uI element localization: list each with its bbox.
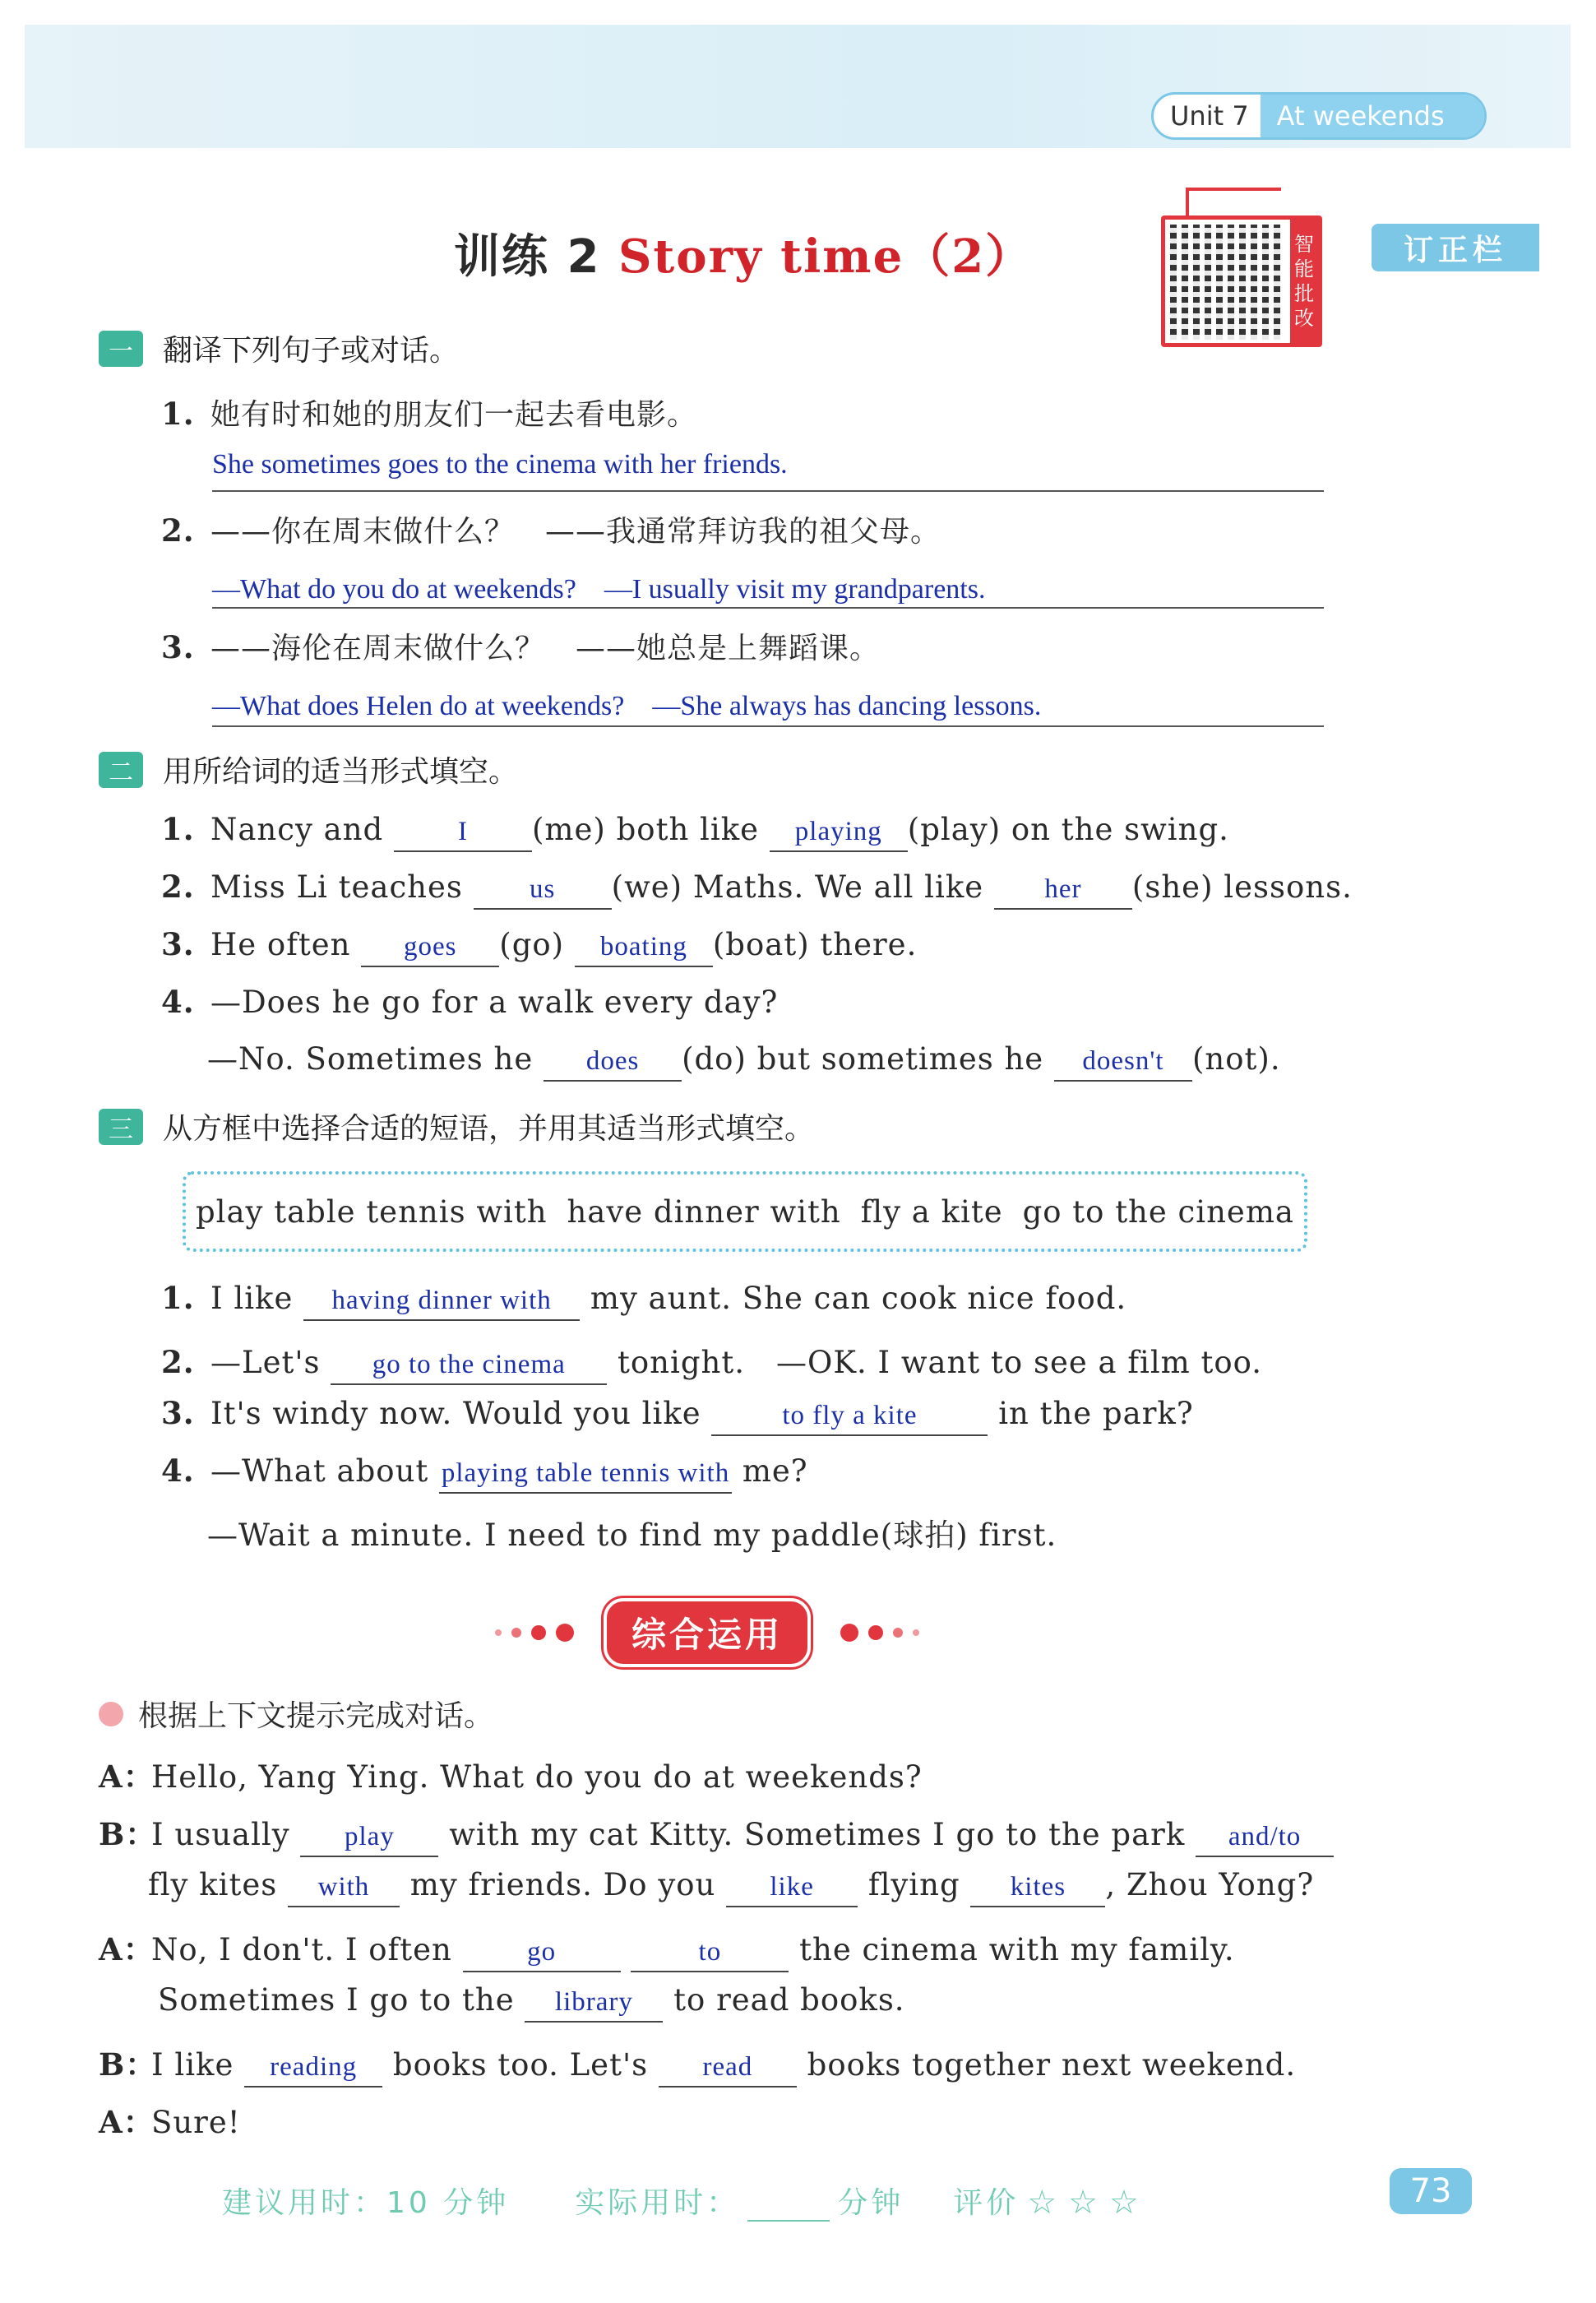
star-icon[interactable]: ☆ (1109, 2184, 1142, 2222)
section-banner (444, 1596, 970, 1670)
section2-heading: 二 用所给词的适当形式填空。 (99, 748, 518, 790)
decor-dots-left (490, 1624, 579, 1642)
phrase-box (183, 1171, 1307, 1252)
section3-heading: 三 从方框中选择合适的短语，并用其适当形式填空。 (99, 1105, 814, 1147)
s1-a2: —What do you do at weekends? —I usually visit my grandparents. (212, 574, 986, 605)
section1-heading: 一 翻译下列句子或对话。 (99, 327, 459, 369)
footer-timer: 建议用时：10 分钟 实际用时： 分钟 评价 ☆ ☆ ☆ (222, 2184, 1142, 2222)
unit-label: Unit 7 (1170, 100, 1249, 132)
phrase-option: play table tennis with (195, 1193, 548, 1230)
answer-blank[interactable]: does (544, 1049, 682, 1082)
answer-blank[interactable]: boating (575, 934, 713, 967)
dialog-line-3: fly kites with my friends. Do you like flying kites , Zhou Yong? (148, 1867, 1314, 1907)
s1-a3: —What does Helen do at weekends? —She always has dancing lessons. (212, 691, 1042, 721)
answer-blank[interactable]: her (994, 877, 1132, 910)
unit-topic: At weekends (1261, 95, 1484, 137)
answer-blank[interactable]: to fly a kite (711, 1403, 988, 1436)
qr-label: 智 能 批 改 (1290, 220, 1318, 343)
answer-blank[interactable]: reading (244, 2055, 382, 2088)
dialog-line-6: B：I like reading books too. Let's read books together next weekend. (99, 2040, 1296, 2088)
star-icon[interactable]: ☆ (1068, 2184, 1102, 2222)
answer-blank[interactable]: to (631, 1939, 789, 1972)
answer-blank[interactable]: goes (361, 934, 499, 967)
dialog-line-7: A：Sure! (99, 2104, 241, 2140)
answer-line (212, 490, 1324, 492)
dialog-line-2: B：I usually play with my cat Kitty. Sometimes I go to the park and/to (99, 1810, 1334, 1857)
answer-line (212, 607, 1324, 609)
answer-blank[interactable]: like (726, 1874, 858, 1907)
banner-label: 综合运用 (604, 1598, 811, 1667)
star-icon[interactable]: ☆ (1027, 2184, 1061, 2222)
phrase-option: have dinner with (567, 1193, 841, 1230)
answer-blank[interactable]: playing (770, 819, 908, 852)
answer-blank[interactable]: go to the cinema (331, 1352, 607, 1385)
dialog-line-5: Sometimes I go to the library to read books. (158, 1982, 905, 2023)
section4-heading: 根据上下文提示完成对话。 (99, 1693, 493, 1735)
answer-blank[interactable]: go (463, 1939, 621, 1972)
page-number: 73 (1390, 2168, 1472, 2214)
time-blank[interactable] (747, 2192, 830, 2222)
phrase-option: fly a kite (860, 1193, 1003, 1230)
decor-dots-right (835, 1624, 924, 1642)
answer-blank[interactable]: playing table tennis with (439, 1461, 732, 1494)
s3-q4-reply: —Wait a minute. I need to find my paddle(球拍) first. (207, 1518, 1057, 1553)
s2-q4-answer: —No. Sometimes he does (do) but sometimes he doesn't (not). (207, 1041, 1281, 1082)
s1-q2: 2. ——你在周末做什么？ ——我通常拜访我的祖父母。 (161, 512, 941, 549)
answer-line (212, 725, 1324, 727)
answer-blank[interactable]: doesn't (1054, 1049, 1192, 1082)
qr-code-icon (1170, 225, 1285, 340)
answer-blank[interactable]: with (288, 1874, 400, 1907)
s2-q1: 1. Nancy and I (me) both like playing (play) on the swing. (161, 811, 1229, 852)
dialog-line-1: A：Hello, Yang Ying. What do you do at weekends? (99, 1759, 923, 1795)
s1-a1: She sometimes goes to the cinema with her friends. (212, 449, 788, 480)
s1-q3: 3. ——海伦在周末做什么？ ——她总是上舞蹈课。 (161, 629, 881, 665)
answer-blank[interactable]: I (394, 819, 532, 852)
answer-blank[interactable]: us (474, 877, 612, 910)
s1-q1: 1. 她有时和她的朋友们一起去看电影。 (161, 396, 698, 432)
answer-blank[interactable]: read (659, 2055, 797, 2088)
phrase-option: go to the cinema (1022, 1193, 1294, 1230)
page-title: 训练 2 Story time（2） (454, 229, 1034, 284)
s3-q2: 2. —Let's go to the cinema tonight. —OK. I want to see a film too. (161, 1337, 1262, 1385)
qr-code[interactable] (1161, 215, 1322, 347)
s2-q4: 4. —Does he go for a walk every day? (161, 984, 779, 1020)
answer-blank[interactable]: library (525, 1990, 663, 2023)
unit-tab (1151, 92, 1487, 140)
answer-blank[interactable]: having dinner with (303, 1288, 580, 1321)
dialog-line-4: A：No, I don't. I often go to the cinema with my family. (99, 1925, 1235, 1972)
answer-blank[interactable]: kites (970, 1874, 1105, 1907)
answer-blank[interactable]: play (300, 1824, 438, 1857)
bullet-icon (99, 1702, 123, 1726)
s3-q4: 4. —What about playing table tennis with me? (161, 1453, 808, 1494)
s2-q3: 3. He often goes (go) boating (boat) there. (161, 926, 917, 967)
answer-blank[interactable]: and/to (1196, 1824, 1334, 1857)
s2-q2: 2. Miss Li teaches us (we) Maths. We all like her (she) lessons. (161, 869, 1353, 910)
correction-tab: 订正栏 (1372, 224, 1539, 271)
s3-q3: 3. It's windy now. Would you like to fly a kite in the park? (161, 1395, 1194, 1436)
s3-q1: 1. I like having dinner with my aunt. She can cook nice food. (161, 1280, 1126, 1321)
